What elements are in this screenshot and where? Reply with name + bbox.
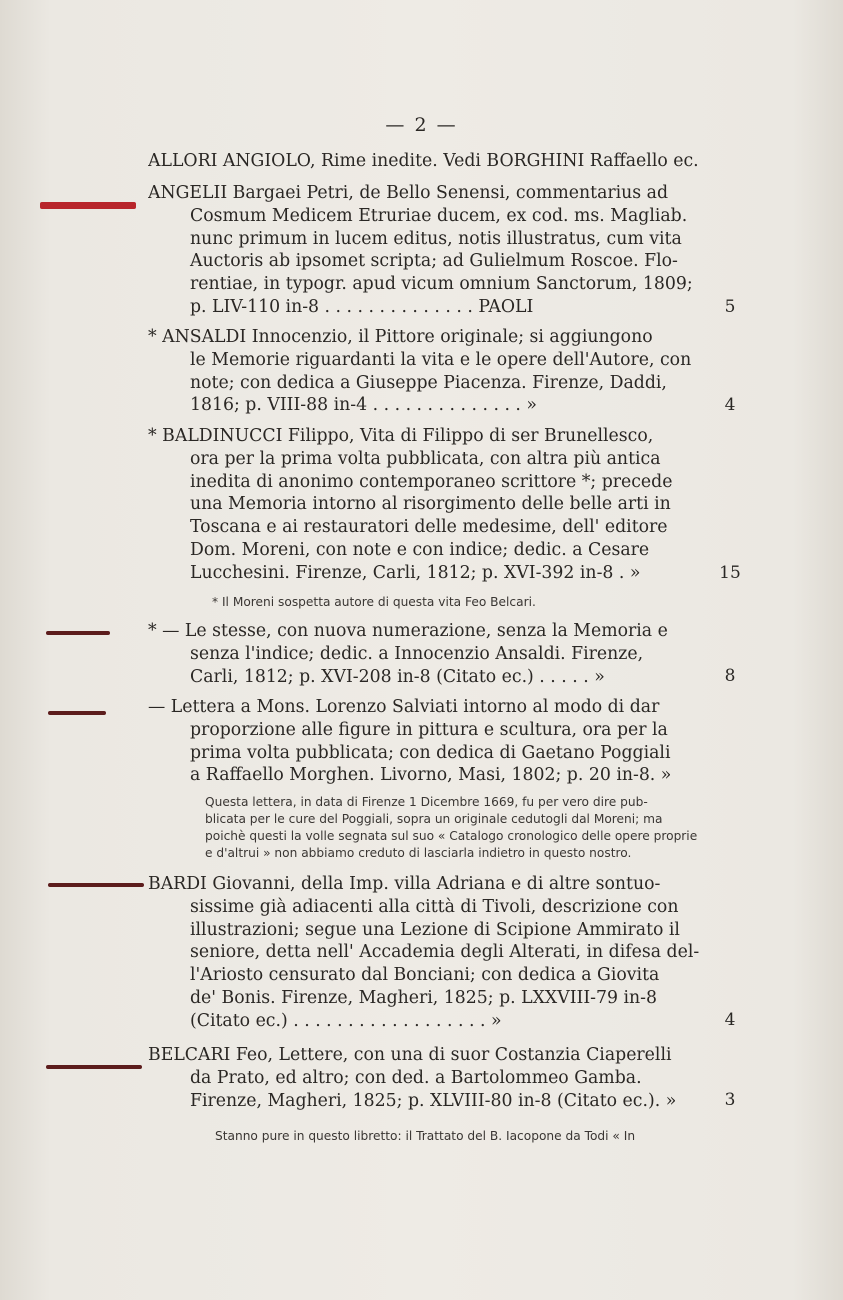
entry-line: inedita di anonimo contemporaneo scrittore *; precede (190, 471, 673, 492)
price: 15 (719, 563, 741, 583)
entry-line: una Memoria intorno al risorgimento delle belle arti in (190, 494, 671, 515)
entry-line: * — Le stesse, con nuova numerazione, senza la Memoria e (148, 621, 668, 641)
entry-line: prima volta pubblicata; con dedica di Gaetano Poggiali (190, 742, 671, 763)
entry-line: note; con dedica a Giuseppe Piacenza. Firenze, Daddi, (190, 372, 667, 393)
note-line: blicata per le cure del Poggiali, sopra un originale cedutogli dal Moreni; ma (205, 812, 663, 826)
entry-line: p. LIV-110 in-8 . . . . . . . . . . . . . . PAOLI (190, 296, 534, 317)
note-belcari (215, 1128, 710, 1145)
entry-line: * ANSALDI Innocenzio, il Pittore originale; si aggiungono (148, 327, 653, 347)
entry-line: proporzione alle figure in pittura e scultura, ora per la (190, 719, 668, 740)
margin-mark-red (40, 202, 136, 209)
margin-mark (46, 1065, 142, 1069)
entry-line: * BALDINUCCI Filippo, Vita di Filippo di ser Brunellesco, (148, 426, 654, 446)
page-number: — 2 — (385, 114, 458, 136)
entry-le-stesse (148, 620, 700, 688)
entry-line: — Lettera a Mons. Lorenzo Salviati intorno al modo di dar (148, 697, 660, 717)
entry-line: (Citato ec.) . . . . . . . . . . . . . . . . . . » (190, 1010, 502, 1031)
entry-lettera (148, 696, 700, 787)
price: 3 (724, 1090, 736, 1110)
price: 8 (724, 666, 736, 686)
margin-mark (48, 883, 144, 887)
footnote-moreni (212, 594, 707, 611)
entry-line: Firenze, Magheri, 1825; p. XLVIII-80 in-8 (Citato ec.). » (190, 1090, 677, 1111)
note-line: * Il Moreni sospetta autore di questa vita Feo Belcari. (212, 595, 536, 609)
entry-line: l'Ariosto censurato dal Bonciani; con dedica a Giovita (190, 965, 660, 986)
entry-line: Cosmum Medicem Etruriae ducem, ex cod. ms. Magliab. (190, 205, 688, 226)
entry-allori (148, 150, 700, 173)
entry-line: ora per la prima volta pubblicata, con altra più antica (190, 448, 661, 469)
note-line: Questa lettera, in data di Firenze 1 Dicembre 1669, fu per vero dire pub- (205, 795, 648, 809)
note-line: poichè questi la volle segnata sul suo « Catalogo cronologico delle opere proprie (205, 829, 698, 843)
entry-baldinucci (148, 425, 700, 585)
entry-line: BELCARI Feo, Lettere, con una di suor Costanzia Ciaperelli (148, 1045, 672, 1065)
entry-ansaldi (148, 326, 700, 417)
entry-line: BARDI Giovanni, della Imp. villa Adriana e di altre sontuo- (148, 874, 661, 894)
note-lettera (205, 794, 700, 862)
price: 4 (724, 1010, 736, 1030)
margin-mark (48, 711, 106, 715)
entry-line: Carli, 1812; p. XVI-208 in-8 (Citato ec.) . . . . . » (190, 666, 605, 687)
entry-line: de' Bonis. Firenze, Magheri, 1825; p. LXXVIII-79 in-8 (190, 987, 657, 1008)
entry-line: Toscana e ai restauratori delle medesime, dell' editore (190, 517, 668, 538)
entry-line: seniore, detta nell' Accademia degli Alterati, in difesa del- (190, 942, 700, 963)
entry-belcari (148, 1044, 700, 1112)
price: 4 (724, 395, 736, 415)
entry-angelii (148, 182, 700, 319)
entry-line: senza l'indice; dedic. a Innocenzio Ansaldi. Firenze, (190, 643, 644, 664)
entry-line: da Prato, ed altro; con ded. a Bartolommeo Gamba. (190, 1067, 642, 1088)
price: 5 (724, 297, 736, 317)
entry-line: sissime già adiacenti alla città di Tivoli, descrizione con (190, 896, 679, 917)
entry-line: rentiae, in typogr. apud vicum omnium Sanctorum, 1809; (190, 274, 693, 295)
entry-bardi (148, 873, 700, 1033)
entry-line: 1816; p. VIII-88 in-4 . . . . . . . . . . . . . . » (190, 395, 537, 416)
entry-line: Auctoris ab ipsomet scripta; ad Gulielmum Roscoe. Flo- (190, 251, 678, 272)
entry-line: illustrazioni; segue una Lezione di Scipione Ammirato il (190, 919, 680, 940)
entry-line: Dom. Moreni, con note e con indice; dedic. a Cesare (190, 539, 650, 560)
entry-line: nunc primum in lucem editus, notis illustratus, cum vita (190, 228, 682, 249)
entry-line: a Raffaello Morghen. Livorno, Masi, 1802; p. 20 in-8. » (190, 765, 672, 786)
margin-mark (46, 631, 110, 635)
note-line: e d'altrui » non abbiamo creduto di lasciarla indietro in questo nostro. (205, 846, 632, 860)
entry-line: Lucchesini. Firenze, Carli, 1812; p. XVI-392 in-8 . » (190, 562, 641, 583)
entry-line: ANGELII Bargaei Petri, de Bello Senensi, commentarius ad (148, 183, 669, 203)
note-line: Stanno pure in questo libretto: il Trattato del B. Iacopone da Todi « In (215, 1129, 636, 1143)
entry-line: ALLORI ANGIOLO, Rime inedite. Vedi BORGHINI Raffaello ec. (148, 151, 699, 171)
entry-line: le Memorie riguardanti la vita e le opere dell'Autore, con (190, 349, 692, 370)
